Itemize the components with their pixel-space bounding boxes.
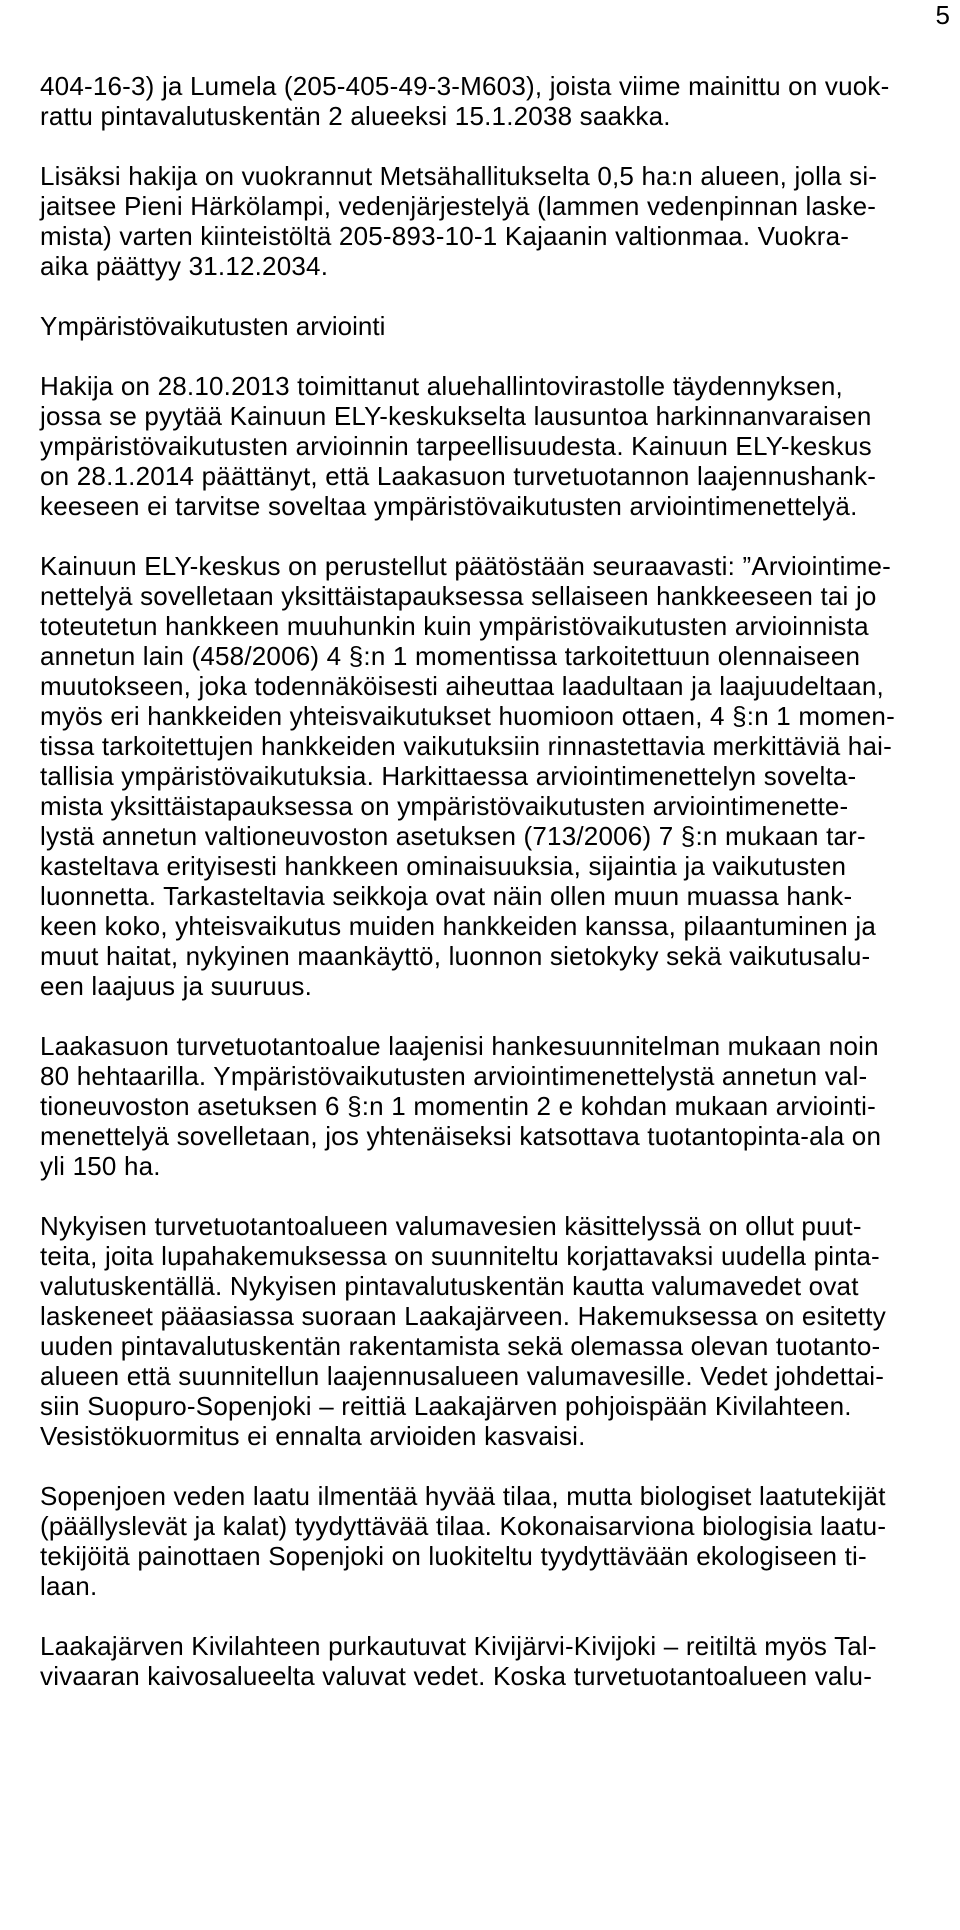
- text-line: 80 hehtaarilla. Ympäristövaikutusten arviointimenettelystä annetun val-: [40, 1061, 868, 1091]
- text-line: Hakija on 28.10.2013 toimittanut aluehallintovirastolle täydennyksen,: [40, 371, 843, 401]
- text-line: aika päättyy 31.12.2034.: [40, 251, 329, 281]
- paragraph: [40, 1031, 882, 1181]
- text-line: tekijöitä painottaen Sopenjoki on luokiteltu tyydyttävään ekologiseen ti-: [40, 1541, 867, 1571]
- text-line: laskeneet pääasiassa suoraan Laakajärveen. Hakemuksessa on esitetty: [40, 1301, 886, 1331]
- text-line: mista) varten kiinteistöltä 205-893-10-1 Kajaanin valtionmaa. Vuokra-: [40, 221, 850, 251]
- paragraph: [40, 1211, 886, 1451]
- text-line: valutuskentällä. Nykyisen pintavalutuskentän kautta valumavedet ovat: [40, 1271, 859, 1301]
- text-line: on 28.1.2014 päättänyt, että Laakasuon turvetuotannon laajennushank-: [40, 461, 877, 491]
- text-line: Laakasuon turvetuotantoalue laajenisi hankesuunnitelman mukaan noin: [40, 1031, 879, 1061]
- text-line: Lisäksi hakija on vuokrannut Metsähallitukselta 0,5 ha:n alueen, jolla si-: [40, 161, 878, 191]
- text-line: kasteltava erityisesti hankkeen ominaisuuksia, sijaintia ja vaikutusten: [40, 851, 847, 881]
- text-line: jossa se pyytää Kainuun ELY-keskukselta lausuntoa harkinnanvaraisen: [40, 401, 872, 431]
- text-line: myös eri hankkeiden yhteisvaikutukset huomioon ottaen, 4 §:n 1 momen-: [40, 701, 895, 731]
- text-line: Kainuun ELY-keskus on perustellut päätöstään seuraavasti: ”Arviointime-: [40, 551, 891, 581]
- text-line: annetun lain (458/2006) 4 §:n 1 momentissa tarkoitettuun olennaiseen: [40, 641, 861, 671]
- text-line: uuden pintavalutuskentän rakentamista sekä olemassa olevan tuotanto-: [40, 1331, 881, 1361]
- paragraph: [40, 71, 890, 131]
- document-body: [40, 71, 895, 1691]
- paragraph-spacer: [40, 521, 782, 551]
- paragraph: [40, 371, 877, 521]
- paragraph-spacer: [40, 341, 782, 371]
- text-line: alueen että suunnitellun laajennusalueen valumavesille. Vedet johdettai-: [40, 1361, 885, 1391]
- text-line: siin Suopuro-Sopenjoki – reittiä Laakajärven pohjoispään Kivilahteen.: [40, 1391, 852, 1421]
- text-line: luonnetta. Tarkasteltavia seikkoja ovat näin ollen muun muassa hank-: [40, 881, 853, 911]
- page-number: 5: [935, 0, 950, 30]
- paragraph-spacer: [40, 1601, 782, 1631]
- paragraph-spacer: [40, 1451, 782, 1481]
- section-heading: Ympäristövaikutusten arviointi: [40, 311, 386, 341]
- text-line: laan.: [40, 1571, 98, 1601]
- text-line: jaitsee Pieni Härkölampi, vedenjärjestelyä (lammen vedenpinnan laske-: [40, 191, 877, 221]
- text-line: teita, joita lupahakemuksessa on suunniteltu korjattavaksi uudella pinta-: [40, 1241, 880, 1271]
- paragraph-spacer: [40, 281, 782, 311]
- text-line: tallisia ympäristövaikutuksia. Harkittaessa arviointimenettelyn soveltа-: [40, 761, 857, 791]
- text-line: ympäristövaikutusten arvioinnin tarpeellisuudesta. Kainuun ELY-keskus: [40, 431, 872, 461]
- text-line: Vesistökuormitus ei ennalta arvioiden kasvaisi.: [40, 1421, 586, 1451]
- paragraph-spacer: [40, 1181, 782, 1211]
- text-line: menettelyä sovelletaan, jos yhtenäiseksi katsottava tuotantopinta-ala on: [40, 1121, 882, 1151]
- text-line: vivaaran kaivosalueelta valuvat vedet. Koska turvetuotantoalueen valu-: [40, 1661, 873, 1691]
- paragraph-spacer: [40, 1001, 782, 1031]
- text-line: muut haitat, nykyinen maankäyttö, luonnon sietokyky sekä vaikutusalu-: [40, 941, 871, 971]
- text-line: keen koko, yhteisvaikutus muiden hankkeiden kanssa, pilaantuminen ja: [40, 911, 876, 941]
- text-line: (päällyslevät ja kalat) tyydyttävää tilaa. Kokonaisarviona biologisia laatu-: [40, 1511, 887, 1541]
- text-line: een laajuus ja suuruus.: [40, 971, 313, 1001]
- text-line: mista yksittäistapauksessa on ympäristövaikutusten arviointimenette-: [40, 791, 849, 821]
- paragraph: [40, 161, 878, 281]
- text-line: Nykyisen turvetuotantoalueen valumavesien käsittelyssä on ollut puut-: [40, 1211, 862, 1241]
- text-line: Laakajärven Kivilahteen purkautuvat Kivijärvi-Kivijoki – reitiltä myös Tal-: [40, 1631, 877, 1661]
- text-line: keeseen ei tarvitse soveltaa ympäristövaikutusten arviointimenettelyä.: [40, 491, 858, 521]
- text-line: yli 150 ha.: [40, 1151, 161, 1181]
- paragraph: [40, 551, 895, 1001]
- text-line: tissa tarkoitettujen hankkeiden vaikutuksiin rinnastettavia merkittäviä hai-: [40, 731, 892, 761]
- text-line: Sopenjoen veden laatu ilmentää hyvää tilaa, mutta biologiset laatutekijät: [40, 1481, 886, 1511]
- text-line: toteutetun hankkeen muuhunkin kuin ympäristövaikutusten arvioinnista: [40, 611, 869, 641]
- paragraph-spacer: [40, 131, 782, 161]
- text-line: rattu pintavalutuskentän 2 alueeksi 15.1.2038 saakka.: [40, 101, 671, 131]
- text-line: muutokseen, joka todennäköisesti aiheuttaa laadultaan ja laajuudeltaan,: [40, 671, 884, 701]
- text-line: tioneuvoston asetuksen 6 §:n 1 momentin 2 e kohdan mukaan arviointi-: [40, 1091, 876, 1121]
- text-line: 404-16-3) ja Lumela (205-405-49-3-M603), joista viime mainittu on vuok-: [40, 71, 890, 101]
- paragraph: [40, 1631, 877, 1691]
- paragraph: [40, 1481, 887, 1601]
- text-line: lystä annetun valtioneuvoston asetuksen (713/2006) 7 §:n mukaan tar-: [40, 821, 866, 851]
- text-line: nettelyä sovelletaan yksittäistapauksessa sellaiseen hankkeeseen tai jo: [40, 581, 877, 611]
